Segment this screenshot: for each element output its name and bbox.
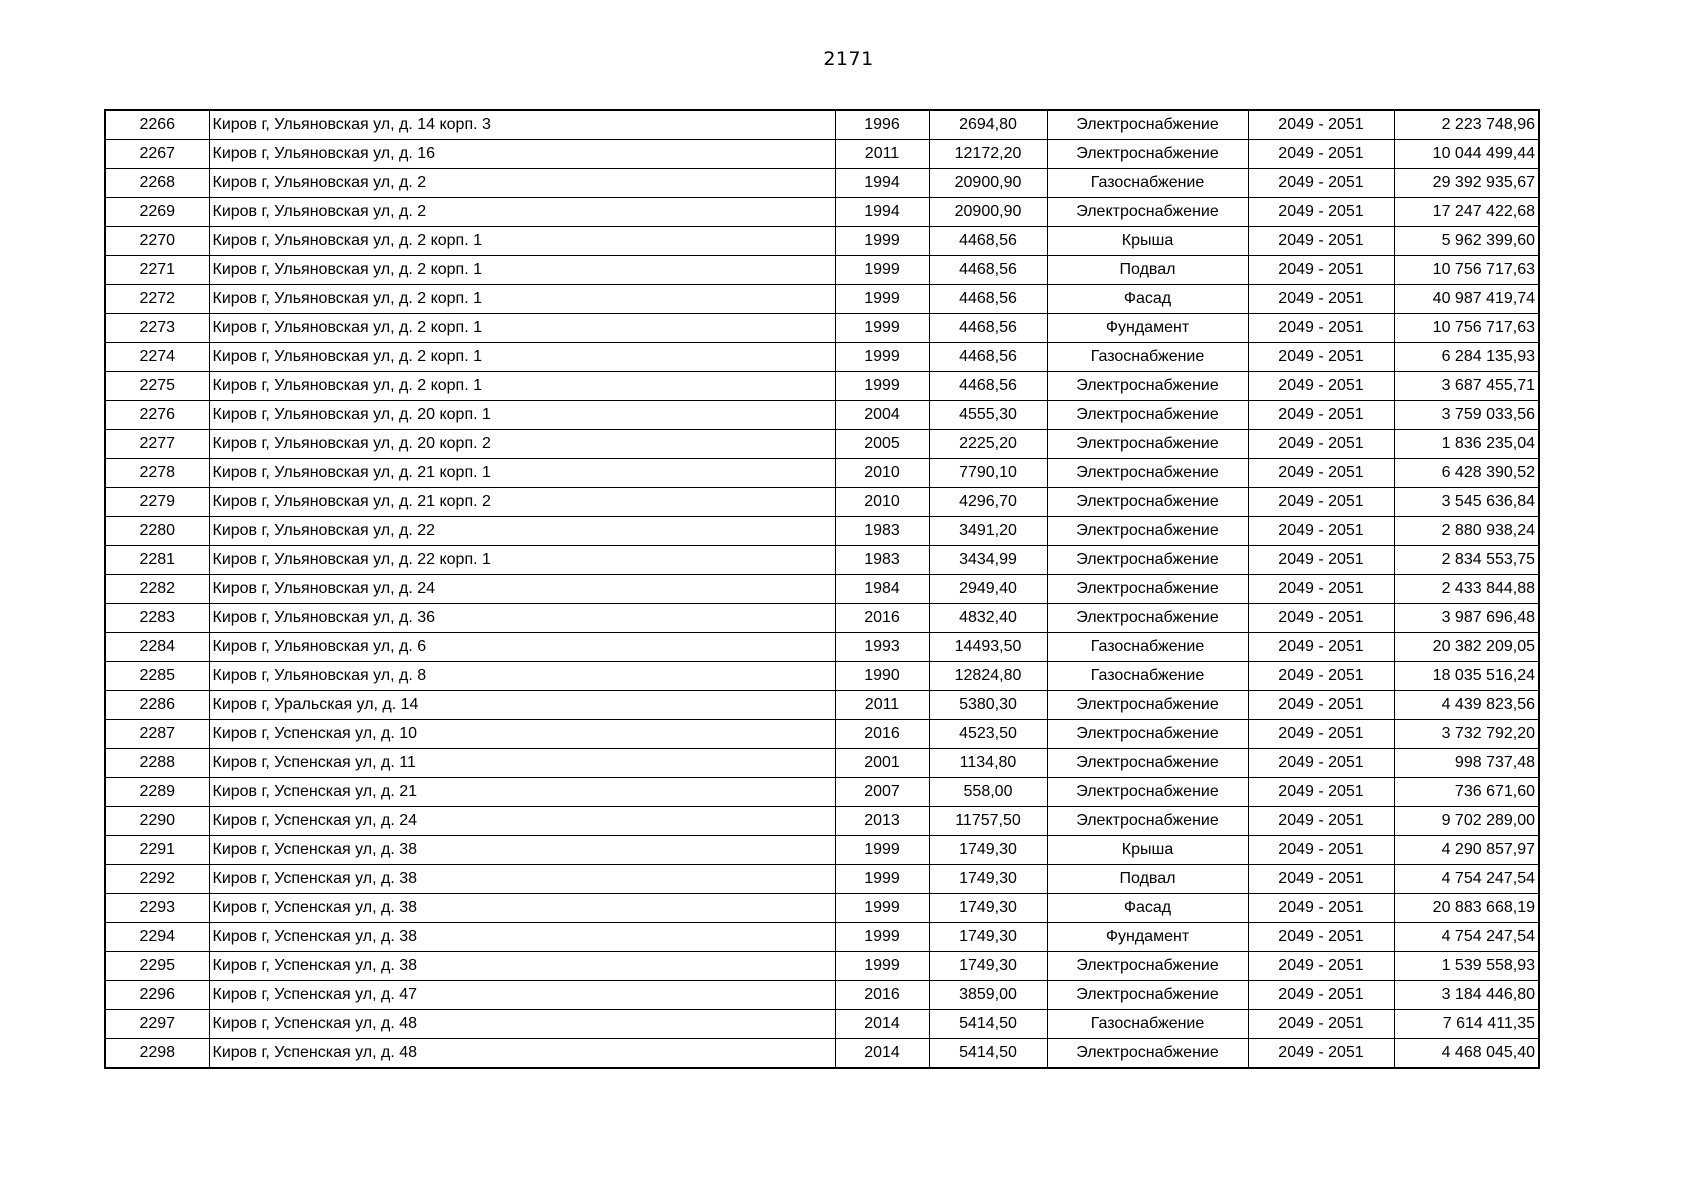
cost-cell: 3 545 636,84 — [1394, 488, 1539, 517]
row-number-cell: 2275 — [105, 372, 209, 401]
row-number-cell: 2268 — [105, 169, 209, 198]
table-row — [105, 372, 1539, 401]
year-cell: 1999 — [835, 865, 929, 894]
table-row — [105, 865, 1539, 894]
cost-cell: 1 836 235,04 — [1394, 430, 1539, 459]
cost-cell: 10 756 717,63 — [1394, 314, 1539, 343]
year-cell: 1996 — [835, 110, 929, 140]
year-cell: 1999 — [835, 836, 929, 865]
area-cell: 7790,10 — [929, 459, 1047, 488]
period-cell: 2049 - 2051 — [1248, 1010, 1394, 1039]
cost-cell: 20 883 668,19 — [1394, 894, 1539, 923]
area-cell: 5414,50 — [929, 1039, 1047, 1069]
address-cell: Киров г, Ульяновская ул, д. 21 корп. 1 — [209, 459, 835, 488]
area-cell: 4468,56 — [929, 227, 1047, 256]
row-number-cell: 2293 — [105, 894, 209, 923]
cost-cell: 10 756 717,63 — [1394, 256, 1539, 285]
row-number-cell: 2269 — [105, 198, 209, 227]
period-cell: 2049 - 2051 — [1248, 256, 1394, 285]
table-row — [105, 923, 1539, 952]
year-cell: 2011 — [835, 140, 929, 169]
cost-cell: 6 284 135,93 — [1394, 343, 1539, 372]
period-cell: 2049 - 2051 — [1248, 1039, 1394, 1069]
year-cell: 1999 — [835, 923, 929, 952]
period-cell: 2049 - 2051 — [1248, 836, 1394, 865]
work-type-cell: Электроснабжение — [1047, 546, 1248, 575]
table-row — [105, 110, 1539, 140]
year-cell: 1999 — [835, 372, 929, 401]
work-type-cell: Электроснабжение — [1047, 807, 1248, 836]
address-cell: Киров г, Ульяновская ул, д. 14 корп. 3 — [209, 110, 835, 140]
area-cell: 20900,90 — [929, 169, 1047, 198]
work-type-cell: Электроснабжение — [1047, 198, 1248, 227]
address-cell: Киров г, Ульяновская ул, д. 22 — [209, 517, 835, 546]
work-type-cell: Электроснабжение — [1047, 488, 1248, 517]
table-row — [105, 343, 1539, 372]
year-cell: 1983 — [835, 517, 929, 546]
table-row — [105, 662, 1539, 691]
table-row — [105, 691, 1539, 720]
address-cell: Киров г, Ульяновская ул, д. 2 корп. 1 — [209, 285, 835, 314]
year-cell: 2010 — [835, 488, 929, 517]
row-number-cell: 2280 — [105, 517, 209, 546]
table-row — [105, 169, 1539, 198]
address-cell: Киров г, Успенская ул, д. 38 — [209, 836, 835, 865]
page-number: 2171 — [823, 48, 874, 70]
area-cell: 2225,20 — [929, 430, 1047, 459]
address-cell: Киров г, Ульяновская ул, д. 2 корп. 1 — [209, 372, 835, 401]
row-number-cell: 2294 — [105, 923, 209, 952]
address-cell: Киров г, Ульяновская ул, д. 8 — [209, 662, 835, 691]
period-cell: 2049 - 2051 — [1248, 227, 1394, 256]
area-cell: 4523,50 — [929, 720, 1047, 749]
year-cell: 2010 — [835, 459, 929, 488]
cost-cell: 998 737,48 — [1394, 749, 1539, 778]
address-cell: Киров г, Ульяновская ул, д. 6 — [209, 633, 835, 662]
period-cell: 2049 - 2051 — [1248, 430, 1394, 459]
address-cell: Киров г, Ульяновская ул, д. 2 — [209, 198, 835, 227]
row-number-cell: 2282 — [105, 575, 209, 604]
period-cell: 2049 - 2051 — [1248, 807, 1394, 836]
row-number-cell: 2286 — [105, 691, 209, 720]
address-cell: Киров г, Ульяновская ул, д. 2 корп. 1 — [209, 227, 835, 256]
year-cell: 2013 — [835, 807, 929, 836]
year-cell: 2014 — [835, 1010, 929, 1039]
cost-cell: 4 754 247,54 — [1394, 923, 1539, 952]
period-cell: 2049 - 2051 — [1248, 169, 1394, 198]
period-cell: 2049 - 2051 — [1248, 285, 1394, 314]
work-type-cell: Электроснабжение — [1047, 140, 1248, 169]
area-cell: 11757,50 — [929, 807, 1047, 836]
table-row — [105, 517, 1539, 546]
address-cell: Киров г, Уральская ул, д. 14 — [209, 691, 835, 720]
cost-cell: 5 962 399,60 — [1394, 227, 1539, 256]
work-type-cell: Газоснабжение — [1047, 1010, 1248, 1039]
area-cell: 2949,40 — [929, 575, 1047, 604]
table-row — [105, 633, 1539, 662]
row-number-cell: 2296 — [105, 981, 209, 1010]
address-cell: Киров г, Ульяновская ул, д. 2 корп. 1 — [209, 314, 835, 343]
address-cell: Киров г, Успенская ул, д. 47 — [209, 981, 835, 1010]
cost-cell: 29 392 935,67 — [1394, 169, 1539, 198]
cost-cell: 7 614 411,35 — [1394, 1010, 1539, 1039]
work-type-cell: Электроснабжение — [1047, 691, 1248, 720]
row-number-cell: 2266 — [105, 110, 209, 140]
period-cell: 2049 - 2051 — [1248, 633, 1394, 662]
period-cell: 2049 - 2051 — [1248, 749, 1394, 778]
work-type-cell: Подвал — [1047, 865, 1248, 894]
cost-cell: 1 539 558,93 — [1394, 952, 1539, 981]
address-cell: Киров г, Ульяновская ул, д. 20 корп. 1 — [209, 401, 835, 430]
area-cell: 4468,56 — [929, 372, 1047, 401]
cost-cell: 2 834 553,75 — [1394, 546, 1539, 575]
work-type-cell: Электроснабжение — [1047, 720, 1248, 749]
period-cell: 2049 - 2051 — [1248, 575, 1394, 604]
cost-cell: 2 223 748,96 — [1394, 110, 1539, 140]
period-cell: 2049 - 2051 — [1248, 778, 1394, 807]
area-cell: 558,00 — [929, 778, 1047, 807]
table-row — [105, 720, 1539, 749]
cost-cell: 3 184 446,80 — [1394, 981, 1539, 1010]
cost-cell: 2 880 938,24 — [1394, 517, 1539, 546]
table-row — [105, 401, 1539, 430]
area-cell: 4468,56 — [929, 314, 1047, 343]
area-cell: 20900,90 — [929, 198, 1047, 227]
year-cell: 1999 — [835, 952, 929, 981]
area-cell: 5414,50 — [929, 1010, 1047, 1039]
period-cell: 2049 - 2051 — [1248, 865, 1394, 894]
table-body — [105, 110, 1539, 1068]
area-cell: 4468,56 — [929, 256, 1047, 285]
row-number-cell: 2281 — [105, 546, 209, 575]
cost-cell: 17 247 422,68 — [1394, 198, 1539, 227]
registry-table — [104, 109, 1540, 1069]
work-type-cell: Фасад — [1047, 894, 1248, 923]
year-cell: 2016 — [835, 720, 929, 749]
row-number-cell: 2278 — [105, 459, 209, 488]
address-cell: Киров г, Ульяновская ул, д. 21 корп. 2 — [209, 488, 835, 517]
period-cell: 2049 - 2051 — [1248, 923, 1394, 952]
row-number-cell: 2289 — [105, 778, 209, 807]
work-type-cell: Электроснабжение — [1047, 459, 1248, 488]
year-cell: 1999 — [835, 343, 929, 372]
year-cell: 1994 — [835, 198, 929, 227]
area-cell: 1749,30 — [929, 894, 1047, 923]
period-cell: 2049 - 2051 — [1248, 314, 1394, 343]
cost-cell: 6 428 390,52 — [1394, 459, 1539, 488]
address-cell: Киров г, Ульяновская ул, д. 2 корп. 1 — [209, 256, 835, 285]
work-type-cell: Газоснабжение — [1047, 169, 1248, 198]
row-number-cell: 2298 — [105, 1039, 209, 1069]
row-number-cell: 2285 — [105, 662, 209, 691]
row-number-cell: 2276 — [105, 401, 209, 430]
cost-cell: 9 702 289,00 — [1394, 807, 1539, 836]
year-cell: 1984 — [835, 575, 929, 604]
work-type-cell: Электроснабжение — [1047, 110, 1248, 140]
row-number-cell: 2290 — [105, 807, 209, 836]
table-row — [105, 604, 1539, 633]
year-cell: 1983 — [835, 546, 929, 575]
row-number-cell: 2270 — [105, 227, 209, 256]
table-row — [105, 227, 1539, 256]
cost-cell: 4 468 045,40 — [1394, 1039, 1539, 1069]
table-row — [105, 285, 1539, 314]
row-number-cell: 2295 — [105, 952, 209, 981]
address-cell: Киров г, Успенская ул, д. 48 — [209, 1039, 835, 1069]
table-row — [105, 488, 1539, 517]
year-cell: 1999 — [835, 314, 929, 343]
period-cell: 2049 - 2051 — [1248, 372, 1394, 401]
cost-cell: 10 044 499,44 — [1394, 140, 1539, 169]
row-number-cell: 2292 — [105, 865, 209, 894]
cost-cell: 3 759 033,56 — [1394, 401, 1539, 430]
period-cell: 2049 - 2051 — [1248, 662, 1394, 691]
period-cell: 2049 - 2051 — [1248, 546, 1394, 575]
work-type-cell: Фасад — [1047, 285, 1248, 314]
work-type-cell: Электроснабжение — [1047, 372, 1248, 401]
work-type-cell: Крыша — [1047, 227, 1248, 256]
work-type-cell: Крыша — [1047, 836, 1248, 865]
area-cell: 12172,20 — [929, 140, 1047, 169]
work-type-cell: Фундамент — [1047, 314, 1248, 343]
cost-cell: 3 987 696,48 — [1394, 604, 1539, 633]
address-cell: Киров г, Успенская ул, д. 21 — [209, 778, 835, 807]
period-cell: 2049 - 2051 — [1248, 140, 1394, 169]
address-cell: Киров г, Успенская ул, д. 38 — [209, 923, 835, 952]
row-number-cell: 2267 — [105, 140, 209, 169]
cost-cell: 736 671,60 — [1394, 778, 1539, 807]
table-row — [105, 836, 1539, 865]
table-row — [105, 314, 1539, 343]
period-cell: 2049 - 2051 — [1248, 952, 1394, 981]
row-number-cell: 2273 — [105, 314, 209, 343]
table-row — [105, 140, 1539, 169]
address-cell: Киров г, Успенская ул, д. 10 — [209, 720, 835, 749]
area-cell: 2694,80 — [929, 110, 1047, 140]
cost-cell: 4 290 857,97 — [1394, 836, 1539, 865]
table-row — [105, 952, 1539, 981]
work-type-cell: Электроснабжение — [1047, 517, 1248, 546]
row-number-cell: 2271 — [105, 256, 209, 285]
area-cell: 1749,30 — [929, 952, 1047, 981]
area-cell: 1749,30 — [929, 865, 1047, 894]
row-number-cell: 2284 — [105, 633, 209, 662]
cost-cell: 40 987 419,74 — [1394, 285, 1539, 314]
work-type-cell: Электроснабжение — [1047, 575, 1248, 604]
address-cell: Киров г, Успенская ул, д. 48 — [209, 1010, 835, 1039]
period-cell: 2049 - 2051 — [1248, 488, 1394, 517]
year-cell: 1999 — [835, 256, 929, 285]
cost-cell: 2 433 844,88 — [1394, 575, 1539, 604]
work-type-cell: Электроснабжение — [1047, 401, 1248, 430]
year-cell: 2001 — [835, 749, 929, 778]
row-number-cell: 2288 — [105, 749, 209, 778]
cost-cell: 3 687 455,71 — [1394, 372, 1539, 401]
address-cell: Киров г, Ульяновская ул, д. 22 корп. 1 — [209, 546, 835, 575]
cost-cell: 3 732 792,20 — [1394, 720, 1539, 749]
year-cell: 1999 — [835, 285, 929, 314]
year-cell: 1999 — [835, 894, 929, 923]
area-cell: 3491,20 — [929, 517, 1047, 546]
table-row — [105, 256, 1539, 285]
address-cell: Киров г, Ульяновская ул, д. 2 — [209, 169, 835, 198]
period-cell: 2049 - 2051 — [1248, 517, 1394, 546]
area-cell: 4555,30 — [929, 401, 1047, 430]
year-cell: 2016 — [835, 604, 929, 633]
table-row — [105, 807, 1539, 836]
table-row — [105, 430, 1539, 459]
area-cell: 4468,56 — [929, 343, 1047, 372]
row-number-cell: 2274 — [105, 343, 209, 372]
work-type-cell: Электроснабжение — [1047, 778, 1248, 807]
table-row — [105, 749, 1539, 778]
cost-cell: 20 382 209,05 — [1394, 633, 1539, 662]
year-cell: 2007 — [835, 778, 929, 807]
work-type-cell: Электроснабжение — [1047, 981, 1248, 1010]
period-cell: 2049 - 2051 — [1248, 343, 1394, 372]
address-cell: Киров г, Успенская ул, д. 38 — [209, 865, 835, 894]
row-number-cell: 2291 — [105, 836, 209, 865]
row-number-cell: 2277 — [105, 430, 209, 459]
period-cell: 2049 - 2051 — [1248, 981, 1394, 1010]
table-row — [105, 778, 1539, 807]
row-number-cell: 2272 — [105, 285, 209, 314]
work-type-cell: Электроснабжение — [1047, 1039, 1248, 1069]
address-cell: Киров г, Успенская ул, д. 24 — [209, 807, 835, 836]
table-row — [105, 575, 1539, 604]
work-type-cell: Газоснабжение — [1047, 633, 1248, 662]
year-cell: 1993 — [835, 633, 929, 662]
table-row — [105, 459, 1539, 488]
year-cell: 1999 — [835, 227, 929, 256]
address-cell: Киров г, Ульяновская ул, д. 24 — [209, 575, 835, 604]
area-cell: 14493,50 — [929, 633, 1047, 662]
period-cell: 2049 - 2051 — [1248, 720, 1394, 749]
work-type-cell: Электроснабжение — [1047, 604, 1248, 633]
table-row — [105, 894, 1539, 923]
address-cell: Киров г, Успенская ул, д. 11 — [209, 749, 835, 778]
area-cell: 5380,30 — [929, 691, 1047, 720]
year-cell: 1990 — [835, 662, 929, 691]
cost-cell: 4 754 247,54 — [1394, 865, 1539, 894]
address-cell: Киров г, Ульяновская ул, д. 16 — [209, 140, 835, 169]
address-cell: Киров г, Успенская ул, д. 38 — [209, 894, 835, 923]
row-number-cell: 2287 — [105, 720, 209, 749]
area-cell: 1749,30 — [929, 836, 1047, 865]
work-type-cell: Газоснабжение — [1047, 662, 1248, 691]
period-cell: 2049 - 2051 — [1248, 110, 1394, 140]
year-cell: 2004 — [835, 401, 929, 430]
work-type-cell: Газоснабжение — [1047, 343, 1248, 372]
year-cell: 1994 — [835, 169, 929, 198]
area-cell: 4468,56 — [929, 285, 1047, 314]
row-number-cell: 2279 — [105, 488, 209, 517]
period-cell: 2049 - 2051 — [1248, 198, 1394, 227]
address-cell: Киров г, Успенская ул, д. 38 — [209, 952, 835, 981]
area-cell: 1134,80 — [929, 749, 1047, 778]
year-cell: 2005 — [835, 430, 929, 459]
row-number-cell: 2297 — [105, 1010, 209, 1039]
work-type-cell: Фундамент — [1047, 923, 1248, 952]
row-number-cell: 2283 — [105, 604, 209, 633]
table-row — [105, 981, 1539, 1010]
area-cell: 3434,99 — [929, 546, 1047, 575]
address-cell: Киров г, Ульяновская ул, д. 36 — [209, 604, 835, 633]
table-row — [105, 198, 1539, 227]
year-cell: 2016 — [835, 981, 929, 1010]
table-row — [105, 546, 1539, 575]
area-cell: 4296,70 — [929, 488, 1047, 517]
table-row — [105, 1010, 1539, 1039]
period-cell: 2049 - 2051 — [1248, 401, 1394, 430]
work-type-cell: Подвал — [1047, 256, 1248, 285]
period-cell: 2049 - 2051 — [1248, 459, 1394, 488]
table-row — [105, 1039, 1539, 1069]
work-type-cell: Электроснабжение — [1047, 952, 1248, 981]
year-cell: 2011 — [835, 691, 929, 720]
year-cell: 2014 — [835, 1039, 929, 1069]
cost-cell: 4 439 823,56 — [1394, 691, 1539, 720]
area-cell: 1749,30 — [929, 923, 1047, 952]
area-cell: 4832,40 — [929, 604, 1047, 633]
period-cell: 2049 - 2051 — [1248, 691, 1394, 720]
work-type-cell: Электроснабжение — [1047, 430, 1248, 459]
period-cell: 2049 - 2051 — [1248, 894, 1394, 923]
area-cell: 12824,80 — [929, 662, 1047, 691]
address-cell: Киров г, Ульяновская ул, д. 20 корп. 2 — [209, 430, 835, 459]
period-cell: 2049 - 2051 — [1248, 604, 1394, 633]
cost-cell: 18 035 516,24 — [1394, 662, 1539, 691]
work-type-cell: Электроснабжение — [1047, 749, 1248, 778]
area-cell: 3859,00 — [929, 981, 1047, 1010]
address-cell: Киров г, Ульяновская ул, д. 2 корп. 1 — [209, 343, 835, 372]
